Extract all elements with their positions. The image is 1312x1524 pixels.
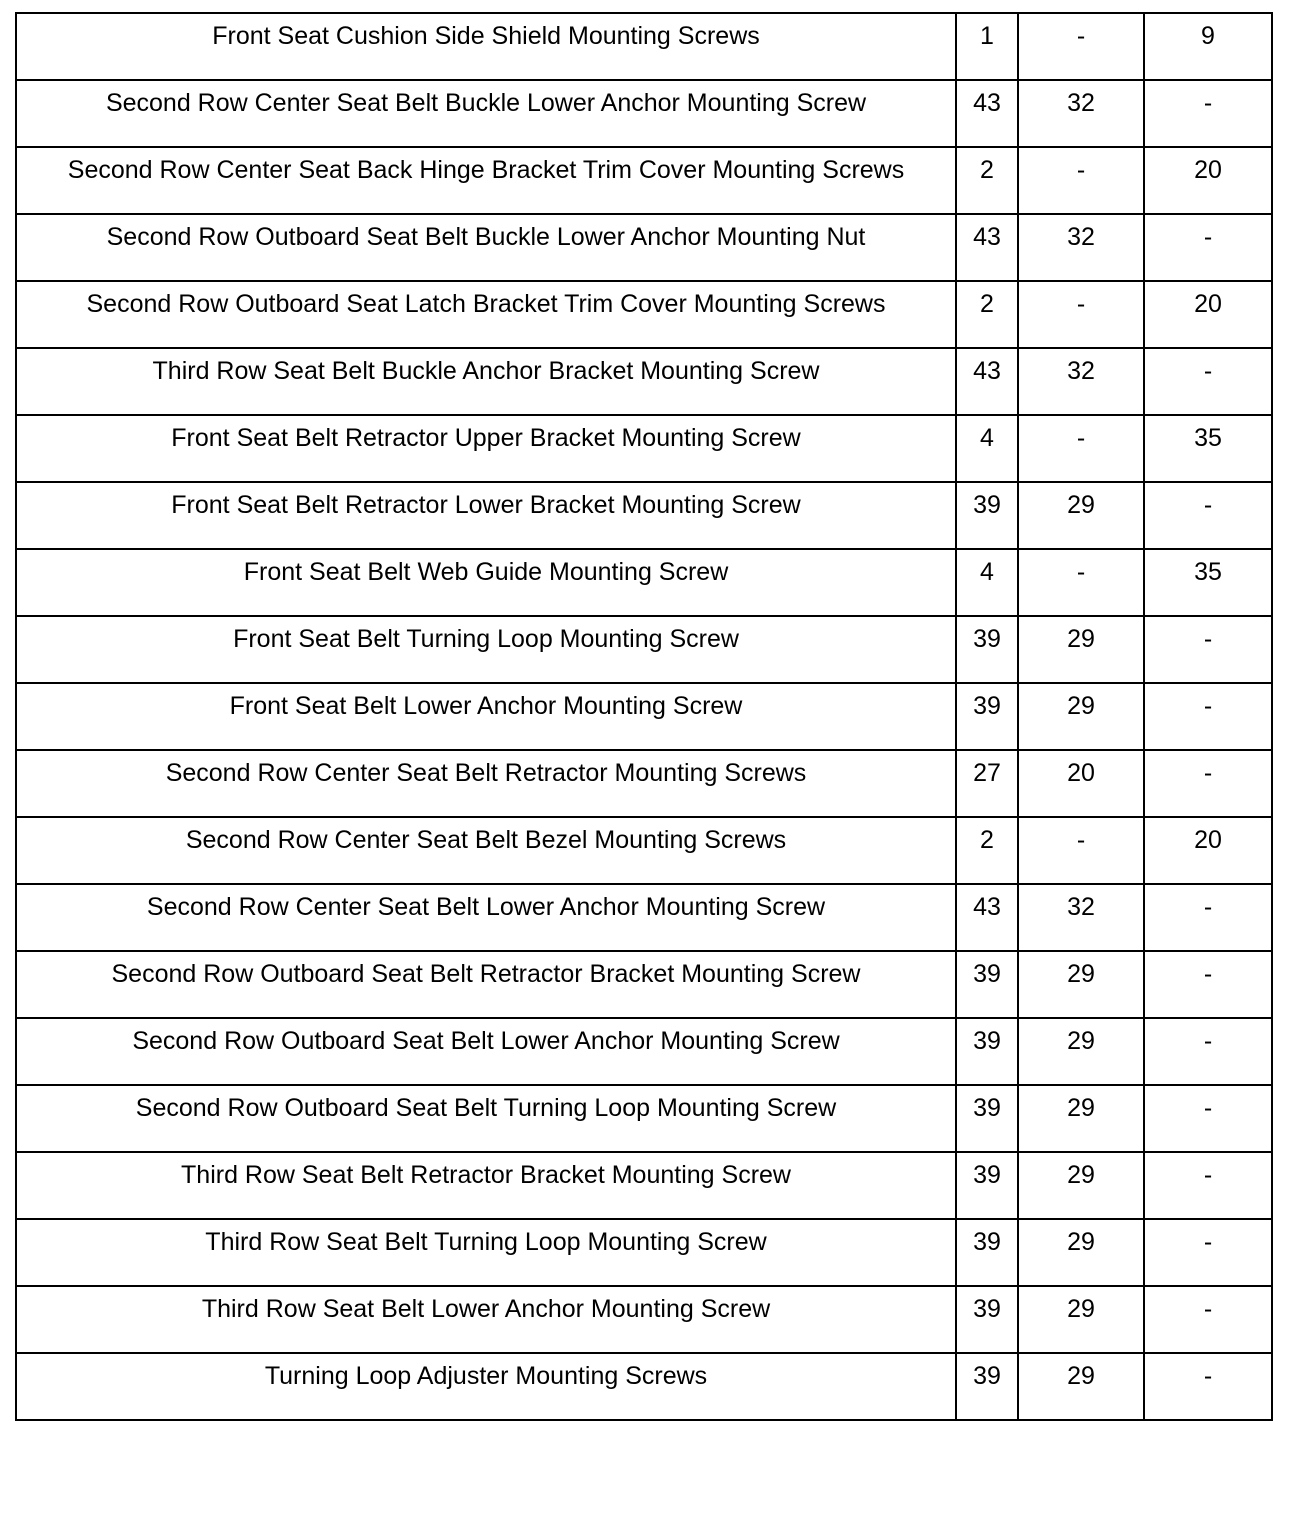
table-row	[16, 1085, 1272, 1152]
torque-lb-in-cell: 35	[1144, 415, 1272, 482]
fastener-description-cell: Third Row Seat Belt Retractor Bracket Mounting Screw	[16, 1152, 956, 1219]
torque-nm-cell: 39	[956, 1085, 1018, 1152]
table-row	[16, 884, 1272, 951]
fastener-description-cell: Turning Loop Adjuster Mounting Screws	[16, 1353, 956, 1420]
table-row	[16, 683, 1272, 750]
table-row	[16, 817, 1272, 884]
torque-lb-in-cell: -	[1144, 951, 1272, 1018]
torque-lb-in-cell: -	[1144, 1152, 1272, 1219]
fastener-description-cell: Front Seat Belt Web Guide Mounting Screw	[16, 549, 956, 616]
torque-lb-ft-cell: 29	[1018, 683, 1144, 750]
torque-lb-in-cell: 20	[1144, 281, 1272, 348]
torque-nm-cell: 39	[956, 1353, 1018, 1420]
fastener-description-cell: Front Seat Belt Retractor Upper Bracket Mounting Screw	[16, 415, 956, 482]
torque-nm-cell: 39	[956, 1286, 1018, 1353]
torque-lb-ft-cell: -	[1018, 13, 1144, 80]
torque-lb-ft-cell: 32	[1018, 348, 1144, 415]
torque-lb-in-cell: 20	[1144, 817, 1272, 884]
table-row	[16, 348, 1272, 415]
fastener-description-cell: Second Row Outboard Seat Belt Lower Anchor Mounting Screw	[16, 1018, 956, 1085]
torque-nm-cell: 4	[956, 549, 1018, 616]
torque-lb-in-cell: -	[1144, 80, 1272, 147]
torque-nm-cell: 43	[956, 348, 1018, 415]
table-row	[16, 750, 1272, 817]
table-body	[16, 13, 1272, 1420]
torque-lb-in-cell: -	[1144, 884, 1272, 951]
torque-lb-ft-cell: -	[1018, 817, 1144, 884]
fastener-description-cell: Second Row Center Seat Belt Retractor Mounting Screws	[16, 750, 956, 817]
torque-lb-ft-cell: 32	[1018, 884, 1144, 951]
table-row	[16, 1219, 1272, 1286]
table-row	[16, 1152, 1272, 1219]
torque-lb-in-cell: -	[1144, 482, 1272, 549]
torque-nm-cell: 39	[956, 616, 1018, 683]
torque-nm-cell: 1	[956, 13, 1018, 80]
fastener-description-cell: Front Seat Cushion Side Shield Mounting Screws	[16, 13, 956, 80]
torque-lb-in-cell: -	[1144, 1085, 1272, 1152]
torque-lb-ft-cell: 29	[1018, 1353, 1144, 1420]
torque-lb-ft-cell: -	[1018, 415, 1144, 482]
table-row	[16, 951, 1272, 1018]
table-row	[16, 415, 1272, 482]
torque-nm-cell: 39	[956, 683, 1018, 750]
torque-nm-cell: 39	[956, 1018, 1018, 1085]
torque-nm-cell: 39	[956, 1152, 1018, 1219]
torque-nm-cell: 4	[956, 415, 1018, 482]
torque-lb-ft-cell: 20	[1018, 750, 1144, 817]
fastener-description-cell: Third Row Seat Belt Buckle Anchor Bracket Mounting Screw	[16, 348, 956, 415]
torque-nm-cell: 27	[956, 750, 1018, 817]
table-row	[16, 616, 1272, 683]
table-row	[16, 1018, 1272, 1085]
torque-nm-cell: 43	[956, 214, 1018, 281]
fastener-description-cell: Second Row Outboard Seat Belt Buckle Lower Anchor Mounting Nut	[16, 214, 956, 281]
torque-lb-ft-cell: 32	[1018, 80, 1144, 147]
fastener-description-cell: Front Seat Belt Turning Loop Mounting Screw	[16, 616, 956, 683]
fastener-description-cell: Second Row Center Seat Belt Buckle Lower Anchor Mounting Screw	[16, 80, 956, 147]
torque-lb-in-cell: -	[1144, 1353, 1272, 1420]
torque-lb-ft-cell: 29	[1018, 1085, 1144, 1152]
torque-nm-cell: 43	[956, 80, 1018, 147]
table-row	[16, 281, 1272, 348]
table-row	[16, 147, 1272, 214]
torque-nm-cell: 39	[956, 951, 1018, 1018]
torque-lb-ft-cell: 29	[1018, 1018, 1144, 1085]
torque-lb-in-cell: -	[1144, 1018, 1272, 1085]
torque-nm-cell: 2	[956, 817, 1018, 884]
fastener-description-cell: Front Seat Belt Lower Anchor Mounting Screw	[16, 683, 956, 750]
fastener-description-cell: Third Row Seat Belt Lower Anchor Mounting Screw	[16, 1286, 956, 1353]
table-row	[16, 1286, 1272, 1353]
torque-lb-ft-cell: 29	[1018, 1152, 1144, 1219]
torque-lb-in-cell: -	[1144, 750, 1272, 817]
torque-nm-cell: 2	[956, 147, 1018, 214]
torque-lb-ft-cell: 29	[1018, 616, 1144, 683]
torque-lb-in-cell: -	[1144, 1286, 1272, 1353]
fastener-description-cell: Second Row Center Seat Belt Bezel Mounting Screws	[16, 817, 956, 884]
torque-lb-ft-cell: 32	[1018, 214, 1144, 281]
table-row	[16, 482, 1272, 549]
torque-lb-ft-cell: 29	[1018, 951, 1144, 1018]
torque-lb-ft-cell: 29	[1018, 482, 1144, 549]
torque-lb-ft-cell: -	[1018, 281, 1144, 348]
torque-nm-cell: 39	[956, 482, 1018, 549]
fastener-description-cell: Front Seat Belt Retractor Lower Bracket Mounting Screw	[16, 482, 956, 549]
torque-nm-cell: 39	[956, 1219, 1018, 1286]
fastener-description-cell: Second Row Center Seat Back Hinge Bracket Trim Cover Mounting Screws	[16, 147, 956, 214]
torque-lb-in-cell: 20	[1144, 147, 1272, 214]
table-row	[16, 549, 1272, 616]
torque-lb-in-cell: -	[1144, 1219, 1272, 1286]
torque-nm-cell: 2	[956, 281, 1018, 348]
torque-lb-in-cell: -	[1144, 214, 1272, 281]
table-row	[16, 80, 1272, 147]
torque-lb-ft-cell: 29	[1018, 1286, 1144, 1353]
fastener-description-cell: Second Row Outboard Seat Belt Retractor Bracket Mounting Screw	[16, 951, 956, 1018]
torque-lb-in-cell: 35	[1144, 549, 1272, 616]
fastener-torque-table	[15, 12, 1273, 1421]
torque-lb-ft-cell: -	[1018, 549, 1144, 616]
torque-lb-in-cell: 9	[1144, 13, 1272, 80]
fastener-description-cell: Third Row Seat Belt Turning Loop Mounting Screw	[16, 1219, 956, 1286]
torque-lb-ft-cell: -	[1018, 147, 1144, 214]
table-row	[16, 214, 1272, 281]
fastener-description-cell: Second Row Center Seat Belt Lower Anchor Mounting Screw	[16, 884, 956, 951]
table-row	[16, 13, 1272, 80]
table-row	[16, 1353, 1272, 1420]
fastener-description-cell: Second Row Outboard Seat Latch Bracket Trim Cover Mounting Screws	[16, 281, 956, 348]
torque-lb-in-cell: -	[1144, 348, 1272, 415]
torque-nm-cell: 43	[956, 884, 1018, 951]
torque-lb-ft-cell: 29	[1018, 1219, 1144, 1286]
torque-lb-in-cell: -	[1144, 683, 1272, 750]
torque-lb-in-cell: -	[1144, 616, 1272, 683]
fastener-description-cell: Second Row Outboard Seat Belt Turning Loop Mounting Screw	[16, 1085, 956, 1152]
